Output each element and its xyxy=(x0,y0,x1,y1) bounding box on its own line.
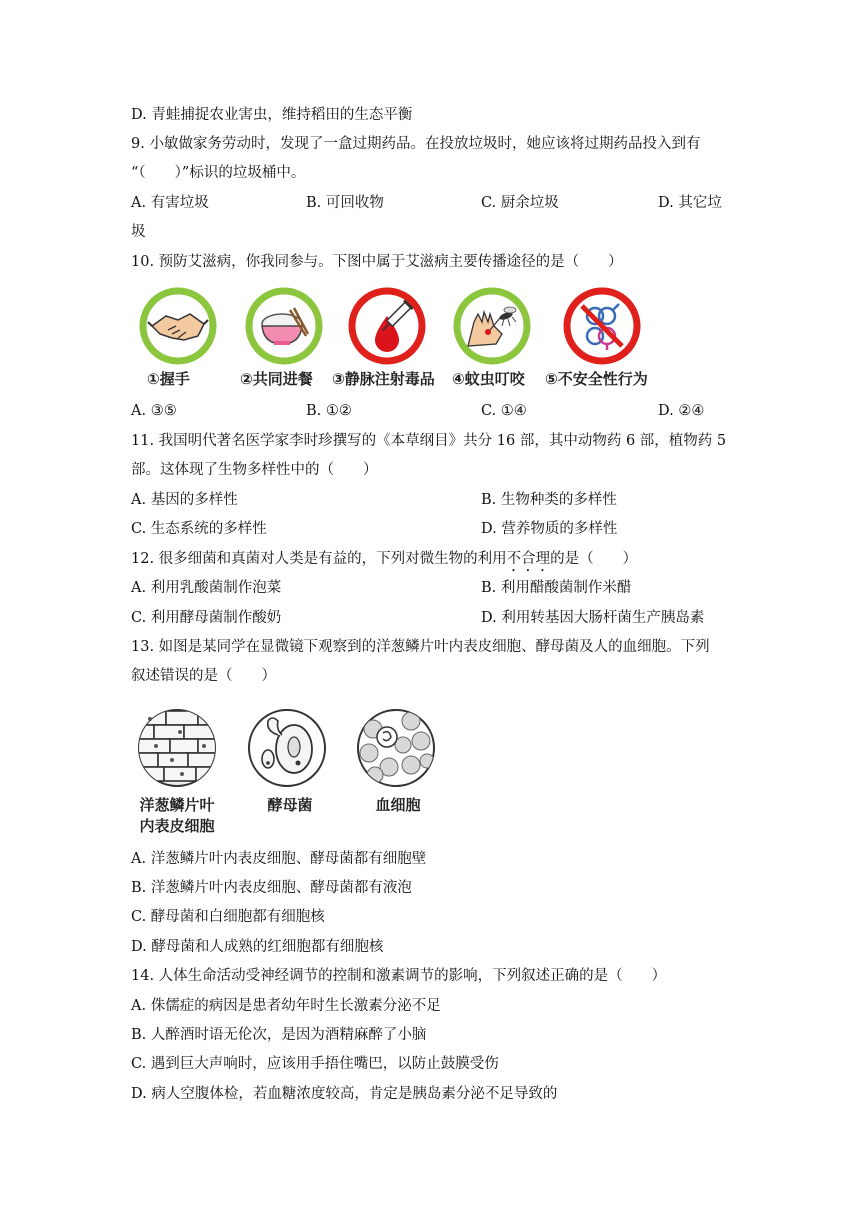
q12-stem-emphasis: 不合理 xyxy=(506,551,551,567)
rice-bowl-icon xyxy=(244,286,324,366)
yeast-icon xyxy=(246,707,328,789)
q12-option-b: B. 利用醋酸菌制作米醋 xyxy=(481,580,632,596)
q9-option-d-wrap: 圾 xyxy=(131,224,146,240)
q9-stem-line2: “（ ）”标识的垃圾桶中。 xyxy=(131,165,306,181)
q9-option-d: D. 其它垃 xyxy=(658,195,722,211)
q11-option-d: D. 营养物质的多样性 xyxy=(481,521,618,537)
q13-option-c: C. 酵母菌和白细胞都有细胞核 xyxy=(131,909,325,925)
q13-caption-onion xyxy=(130,795,224,837)
q9-option-b: B. 可回收物 xyxy=(306,195,384,211)
q11-option-c: C. 生态系统的多样性 xyxy=(131,521,267,537)
q10-caption-4: ④蚊虫叮咬 xyxy=(452,370,525,388)
q9-stem-line1: 9. 小敏做家务劳动时，发现了一盒过期药品。在投放垃圾时，她应该将过期药品投入到有 xyxy=(131,136,701,152)
blood-cells-icon xyxy=(355,707,437,789)
q13-caption-yeast: 酵母菌 xyxy=(267,796,313,814)
q12-stem-post: 的是（ ） xyxy=(550,551,638,567)
q13-option-a: A. 洋葱鳞片叶内表皮细胞、酵母菌都有细胞壁 xyxy=(131,851,427,867)
q10-option-d: D. ②④ xyxy=(658,403,705,419)
q13-option-b: B. 洋葱鳞片叶内表皮细胞、酵母菌都有液泡 xyxy=(131,880,412,896)
q9-option-c: C. 厨余垃圾 xyxy=(481,195,559,211)
gender-symbols-icon xyxy=(562,286,642,366)
q11-option-b: B. 生物种类的多样性 xyxy=(481,492,617,508)
q11-stem-line1: 11. 我国明代著名医学家李时珍撰写的《本草纲目》共分 16 部，其中动物药 6 部，植物药 5 xyxy=(131,433,727,449)
q14-option-c: C. 遇到巨大声响时，应该用手捂住嘴巴，以防止鼓膜受伤 xyxy=(131,1056,499,1072)
q13-caption-onion-line2: 内表皮细胞 xyxy=(139,817,215,835)
q12-option-a: A. 利用乳酸菌制作泡菜 xyxy=(131,580,282,596)
q13-caption-onion-line1: 洋葱鳞片叶 xyxy=(139,796,215,814)
q12-option-d: D. 利用转基因大肠杆菌生产胰岛素 xyxy=(481,610,705,626)
q8-option-d: D. 青蛙捕捉农业害虫，维持稻田的生态平衡 xyxy=(131,107,413,123)
q10-caption-2: ②共同进餐 xyxy=(240,370,313,388)
q12-stem xyxy=(131,549,637,575)
q11-stem-line2: 部。这体现了生物多样性中的（ ） xyxy=(131,462,378,478)
q14-option-a: A. 侏儒症的病因是患者幼年时生长激素分泌不足 xyxy=(131,998,441,1014)
q13-option-d: D. 酵母菌和人成熟的红细胞都有细胞核 xyxy=(131,939,384,955)
q10-option-a: A. ③⑤ xyxy=(131,403,177,419)
q9-option-a: A. 有害垃圾 xyxy=(131,195,209,211)
q10-caption-3: ③静脉注射毒品 xyxy=(332,370,435,388)
syringe-icon xyxy=(347,286,427,366)
q10-caption-5: ⑤不安全性行为 xyxy=(545,370,648,388)
q13-stem-line2: 叙述错误的是（ ） xyxy=(131,668,276,684)
q10-option-c: C. ①④ xyxy=(481,403,527,419)
q13-stem-line1: 13. 如图是某同学在显微镜下观察到的洋葱鳞片叶内表皮细胞、酵母菌及人的血细胞。下列 xyxy=(131,639,710,655)
q14-option-d: D. 病人空腹体检，若血糖浓度较高，肯定是胰岛素分泌不足导致的 xyxy=(131,1086,558,1102)
q14-stem: 14. 人体生命活动受神经调节的控制和激素调节的影响，下列叙述正确的是（ ） xyxy=(131,968,667,984)
onion-cells-icon xyxy=(136,707,218,789)
q12-stem-pre: 12. 很多细菌和真菌对人类是有益的，下列对微生物的利用 xyxy=(131,551,507,567)
q11-option-a: A. 基因的多样性 xyxy=(131,492,238,508)
q14-option-b: B. 人醉酒时语无伦次，是因为酒精麻醉了小脑 xyxy=(131,1027,427,1043)
q13-caption-blood: 血细胞 xyxy=(375,796,421,814)
mosquito-icon xyxy=(452,286,532,366)
q12-option-c: C. 利用酵母菌制作酸奶 xyxy=(131,610,282,626)
q10-option-b: B. ①② xyxy=(306,403,352,419)
q10-caption-1: ①握手 xyxy=(147,370,190,388)
handshake-icon xyxy=(138,286,218,366)
q10-stem: 10. 预防艾滋病，你我同参与。下图中属于艾滋病主要传播途径的是（ ） xyxy=(131,254,623,270)
